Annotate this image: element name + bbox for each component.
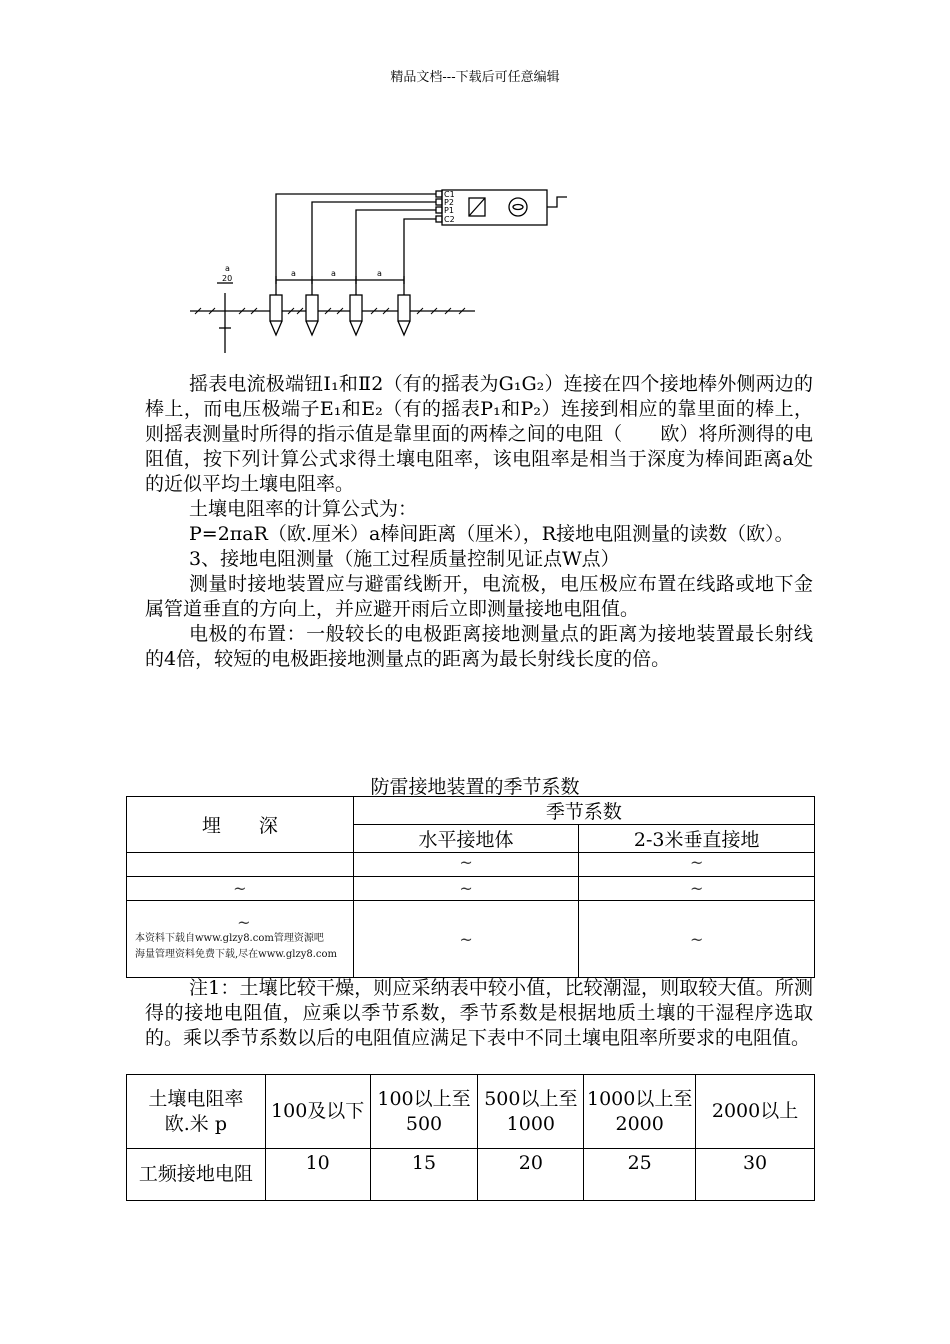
depth-label-num: a bbox=[225, 264, 230, 273]
resistance-table bbox=[126, 1074, 815, 1201]
electrode-p1 bbox=[350, 295, 362, 335]
paragraph: 测量时接地装置应与避雷线断开，电流极，电压极应布置在线路或地下金属管道垂直的方向上，并应避开雨后立即测量接地电阻值。 bbox=[145, 573, 813, 620]
paragraph: 土壤电阻率的计算公式为： bbox=[189, 498, 418, 520]
column-header: 100及以下 bbox=[265, 1075, 370, 1149]
table-cell: ~ bbox=[353, 877, 579, 901]
body-text bbox=[145, 372, 813, 672]
terminal-label-p2: P2 bbox=[444, 198, 454, 207]
table-cell: ~ bbox=[127, 877, 354, 901]
table-cell: ~ bbox=[579, 877, 815, 901]
table-cell bbox=[127, 901, 354, 978]
table-cell bbox=[127, 853, 354, 877]
col-vertical: 2-3米垂直接地 bbox=[579, 825, 815, 853]
column-header: 2000以上 bbox=[696, 1075, 815, 1149]
tilde: ~ bbox=[237, 913, 251, 932]
paragraph: 摇表电流极端钮Ⅰ₁和Ⅱ2（有的摇表为G₁G₂）连接在四个接地棒外侧两边的棒上，而电压极端子E₁和E₂（有的摇表P₁和P₂）连接到相应的靠里面的棒上，则摇表测量时所得的指示值是靠里面的两棒之间的电阻（ 欧）将所测得的电阻值，按下列计算公式求得土壤电阻率，该电阻率是相当于深度为棒间距离a处的近似平均土壤电阻率。 bbox=[145, 373, 813, 495]
col-horizontal: 水平接地体 bbox=[353, 825, 579, 853]
value-cell: 25 bbox=[584, 1149, 696, 1201]
table-cell: ~ bbox=[579, 901, 815, 978]
spacing-label-2: a bbox=[331, 269, 336, 278]
note-block bbox=[145, 976, 813, 1051]
season-table-title: 防雷接地装置的季节系数 bbox=[370, 776, 580, 798]
electrode-c2 bbox=[398, 295, 410, 335]
table-cell: ~ bbox=[353, 901, 579, 978]
watermark-line-1: 本资料下载自www.glzy8.com管理资源吧 bbox=[135, 933, 324, 944]
column-header: 100以上至500 bbox=[370, 1075, 478, 1149]
paragraph: 电极的布置：一般较长的电极距离接地测量点的距离为接地装置最长射线的4倍，较短的电极距接地测量点的距离为最长射线长度的倍。 bbox=[145, 623, 813, 670]
header-label-line1: 土壤电阻率 bbox=[148, 1087, 244, 1110]
lead-c2 bbox=[404, 219, 436, 295]
value-cell: 30 bbox=[696, 1149, 815, 1201]
crank-handle bbox=[547, 197, 567, 207]
row-label: 工频接地电阻 bbox=[127, 1149, 266, 1201]
spacing-label-1: a bbox=[291, 269, 296, 278]
terminal-label-p1: P1 bbox=[444, 206, 454, 215]
header-label bbox=[127, 1075, 266, 1149]
table-cell: ~ bbox=[353, 853, 579, 877]
coef-header: 季节系数 bbox=[353, 797, 814, 825]
earth-resistance-test-diagram bbox=[185, 183, 575, 358]
header-label-line2: 欧.米 p bbox=[164, 1112, 227, 1135]
value-cell: 10 bbox=[265, 1149, 370, 1201]
terminal-label-c2: C2 bbox=[444, 215, 455, 224]
depth-label-den: 20 bbox=[222, 274, 233, 283]
megger-box bbox=[442, 190, 547, 225]
terminal-label-c1: C1 bbox=[444, 190, 455, 199]
lead-p1 bbox=[356, 210, 436, 295]
electrode-c1 bbox=[270, 295, 282, 335]
value-cell: 20 bbox=[478, 1149, 584, 1201]
watermark-line-2: 海量管理资料免费下载,尽在www.glzy8.com bbox=[135, 949, 338, 960]
value-cell: 15 bbox=[370, 1149, 478, 1201]
note-paragraph: 注1：土壤比较干燥，则应采纳表中较小值，比较潮湿，则取较大值。所测得的接地电阻值，应乘以季节系数，季节系数是根据地质土壤的干湿程序选取的。乘以季节系数以后的电阻值应满足下表中不同土壤电阻率所要求的电阻值。 bbox=[145, 977, 813, 1049]
column-header: 1000以上至2000 bbox=[584, 1075, 696, 1149]
electrode-p2 bbox=[306, 295, 318, 335]
table-cell: ~ bbox=[579, 853, 815, 877]
paragraph: 3、接地电阻测量（施工过程质量控制见证点W点） bbox=[189, 548, 620, 570]
depth-header: 埋 深 bbox=[127, 797, 354, 853]
lead-p2 bbox=[312, 202, 436, 295]
season-coefficient-table bbox=[126, 796, 815, 978]
column-header: 500以上至1000 bbox=[478, 1075, 584, 1149]
spacing-label-3: a bbox=[377, 269, 382, 278]
paragraph: P=2πaR（欧.厘米）a棒间距离（厘米），R接地电阻测量的读数（欧）。 bbox=[189, 523, 794, 545]
page-header: 精品文档---下载后可任意编辑 bbox=[390, 70, 560, 85]
